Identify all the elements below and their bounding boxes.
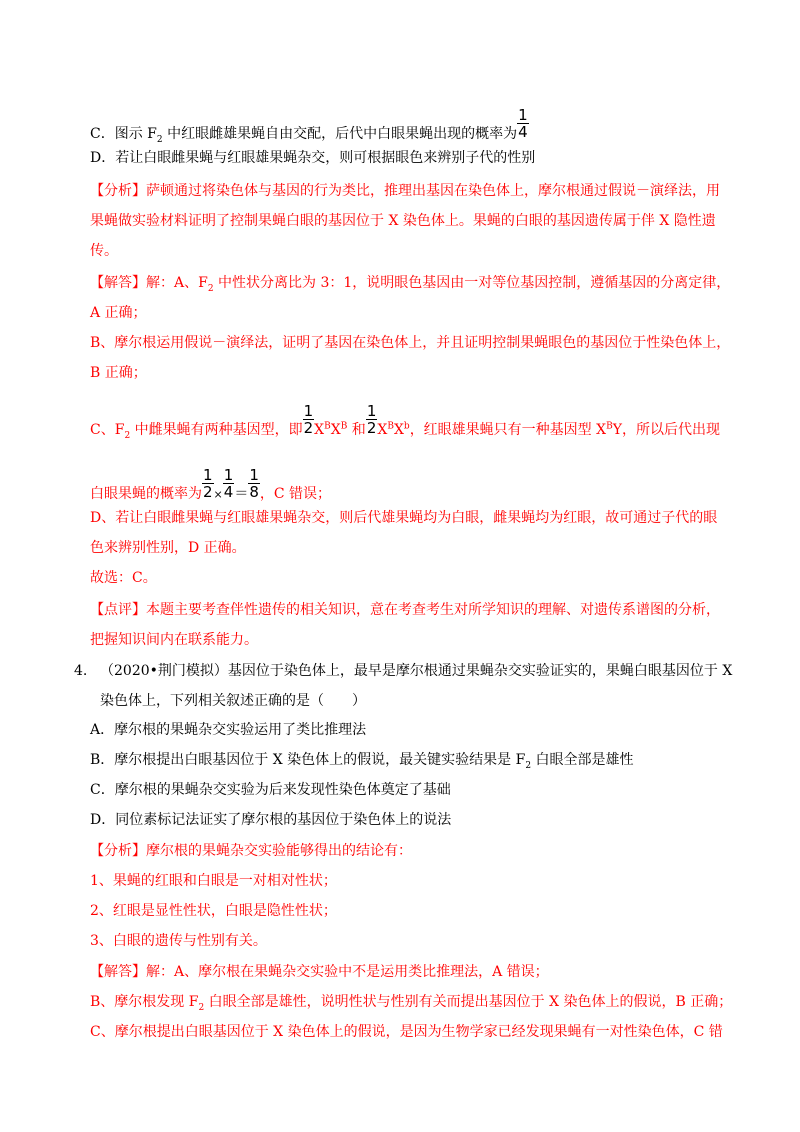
fraction-one-quarter: $\frac{1}{4}$ [223,466,234,501]
answer-1-choice: 故选：C。 [90,570,157,586]
analysis-1-line-1: 【分析】萨顿通过将染色体与基因的行为类比，推理出基因在染色体上，摩尔根通过假说－演绎法，用 [90,183,720,199]
answer-1-b: B、摩尔根运用假说－演绎法，证明了基因在染色体上，并且证明控制果蝇眼色的基因位于性染色体上， [90,335,731,351]
question-4-option-a: A．摩尔根的果蝇杂交实验运用了类比推理法 [90,722,367,738]
answer-1-a-end: A 正确； [90,305,147,321]
answer-2-a: 【解答】解：A、摩尔根在果蝇杂交实验中不是运用类比推理法，A 错误； [90,964,549,980]
prev-option-c: C．图示 $F_2$ 中红眼雌雄果蝇自由交配，后代中白眼果蝇出现的概率为 $\frac{1}{4}$ [90,106,528,145]
question-4-option-b: B．摩尔根提出白眼基因位于 X 染色体上的假说，最关键实验结果是 $F_2$ 白眼全部是雄性 [90,752,634,771]
fraction-one-eighth: $\frac{1}{8}$ [249,466,259,501]
fraction-one-half: $\frac{1}{2}$ [303,402,314,437]
answer-1-c-line-2: 白眼果蝇的概率为 $\frac{1}{2}$ × $\frac{1}{4}$ ＝ $\frac{1}{8}$ ，C 错误； [90,466,332,502]
question-4-option-d: D．同位素标记法证实了摩尔根的基因位于染色体上的说法 [90,812,452,828]
fraction-one-half: $\frac{1}{2}$ [203,466,213,501]
answer-1-d-line-1: D、若让白眼雌果蝇与红眼雄果蝇杂交，则后代雄果蝇均为白眼，雌果蝇均为红眼，故可通过子代的眼 [90,510,718,526]
answer-1-a: 【解答】解：A、$F_2$ 中性状分离比为 3：1，说明眼色基因由一对等位基因控制，遵循基因的分离定律， [90,275,731,294]
fraction-one-quarter: $\frac{1}{4}$ [518,106,528,141]
fraction-one-half: $\frac{1}{2}$ [366,402,377,437]
question-4-option-c: C．摩尔根的果蝇杂交实验为后来发现性染色体奠定了基础 [90,782,451,798]
answer-1-b-end: B 正确； [90,365,147,381]
prev-option-d: D．若让白眼雌果蝇与红眼雄果蝇杂交，则可根据眼色来辨别子代的性别 [90,150,536,166]
analysis-1-line-2: 果蝇做实验材料证明了控制果蝇白眼的基因位于 X 染色体上。果蝇的白眼的基因遗传属于伴 X 隐性遗 [90,213,716,229]
answer-2-b: B、摩尔根发现 $F_2$ 白眼全部是雄性，说明性状与性别有关而提出基因位于 X 染色体上的假说，B 正确； [90,994,733,1013]
answer-1-c-line-1: C、$F_2$ 中雌果蝇有两种基因型，即 $\frac{1}{2}$ $X^BX^B$ 和 $\frac{1}{2}$ $X^BX^b$，红眼雄果蝇只有一种基因型 $X^BY$，所以后代出现 [90,402,720,441]
analysis-2-line-4: 3、白眼的遗传与性别有关。 [90,933,267,949]
analysis-2-line-3: 2、红眼是显性性状，白眼是隐性性状； [90,903,337,919]
answer-1-d-line-2: 色来辨别性别，D 正确。 [90,540,246,556]
comment-1-line-2: 把握知识间内在联系能力。 [90,632,258,648]
question-4-number: 4. [74,663,88,679]
analysis-1-line-3: 传。 [90,243,118,259]
analysis-2-line-1: 【分析】摩尔根的果蝇杂交实验能够得出的结论有： [90,843,412,859]
comment-1-line-1: 【点评】本题主要考查伴性遗传的相关知识，意在考查考生对所学知识的理解、对遗传系谱图的分析， [90,602,720,618]
analysis-2-line-2: 1、果蝇的红眼和白眼是一对相对性状； [90,873,337,889]
answer-2-c: C、摩尔根提出白眼基因位于 X 染色体上的假说，是因为生物学家已经发现果蝇有一对性染色体，C 错 [90,1024,723,1040]
question-4-stem-line-1: （2020•荆门模拟）基因位于染色体上，最早是摩尔根通过果蝇杂交实验证实的，果蝇白眼基因位于 X [100,663,733,679]
question-4-stem-line-2: 染色体上，下列相关叙述正确的是（ ） [100,693,366,709]
